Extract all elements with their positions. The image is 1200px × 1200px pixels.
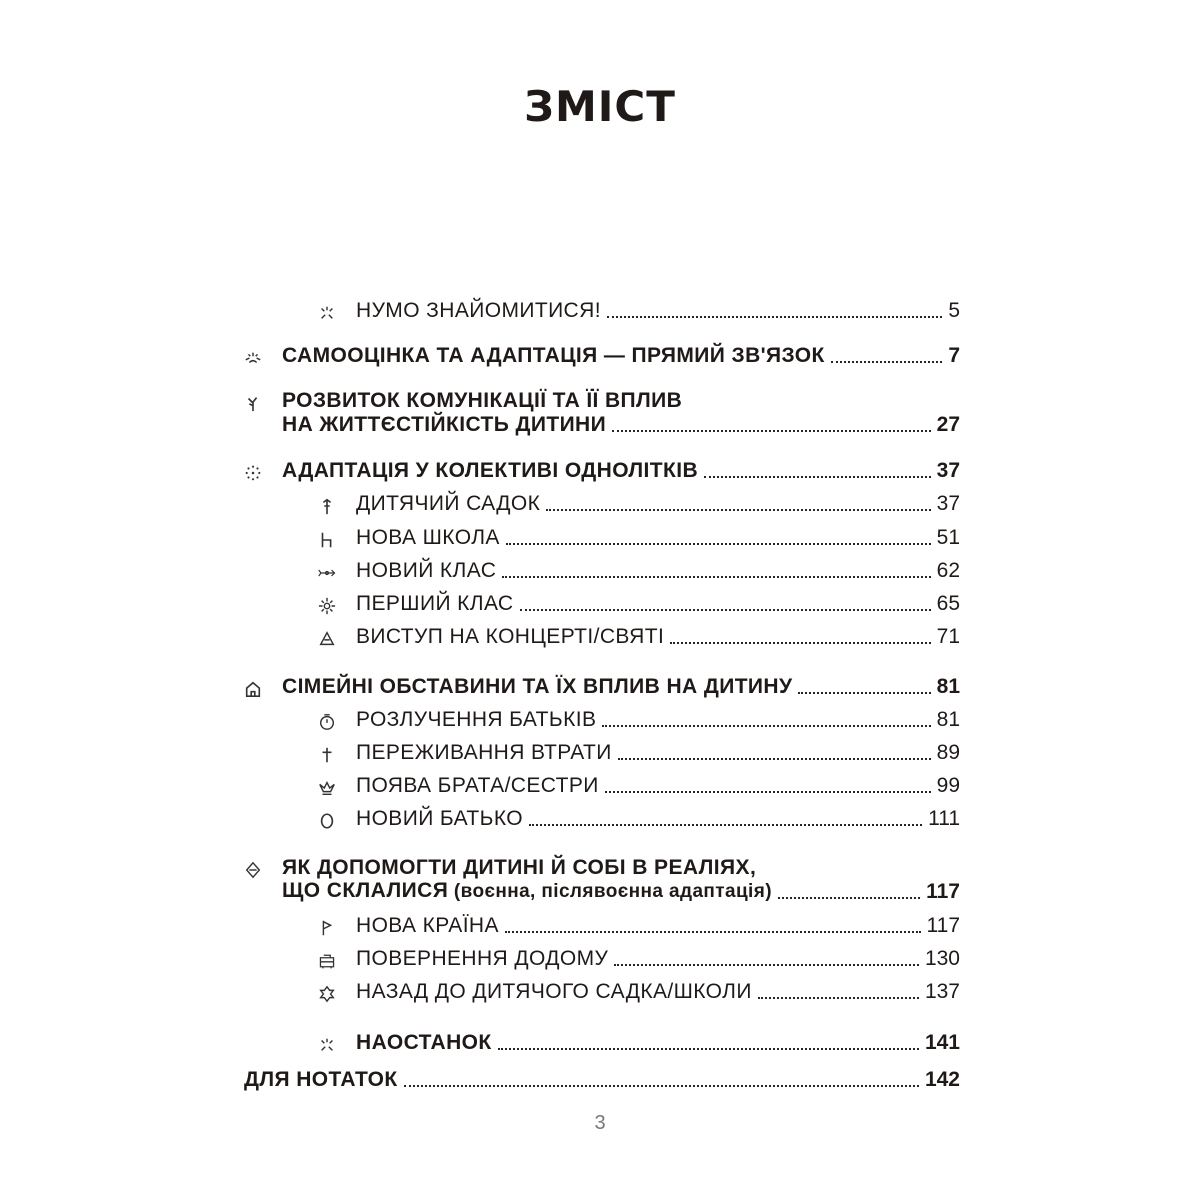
toc-entry-page: 65 [936, 592, 960, 615]
sofa-icon [314, 946, 340, 970]
toc-entry-page: 141 [924, 1031, 960, 1054]
toc-entry[interactable] [240, 587, 960, 617]
page-number: 3 [594, 1112, 606, 1134]
toc-entry[interactable] [240, 975, 960, 1005]
toc-entry[interactable] [240, 942, 960, 972]
toc-entry[interactable] [240, 454, 960, 484]
dot-leader [831, 361, 943, 363]
toc-entry-label: ДЛЯ НОТАТОК [244, 1068, 398, 1091]
toc-entry-page: 71 [936, 625, 960, 648]
crown-icon [314, 773, 340, 797]
toc-entry-label: НУМО ЗНАЙОМИТИСЯ! [356, 299, 601, 322]
toc-entry-label: НАОСТАНОК [356, 1031, 492, 1054]
toc-entry-label: СІМЕЙНІ ОБСТАВИНИ ТА ЇХ ВПЛИВ НА ДИТИНУ [282, 675, 793, 698]
toc-entry[interactable] [240, 703, 960, 733]
toc-entry-label: ДИТЯЧИЙ САДОК [356, 492, 541, 515]
toc-entry[interactable] [240, 294, 960, 324]
dotted-star-icon [240, 458, 266, 482]
toc-entry-label: ПЕРЕЖИВАННЯ ВТРАТИ [356, 741, 612, 764]
stage-icon [314, 624, 340, 648]
toc-entry-page: 99 [936, 774, 960, 797]
toc-entry-label: РОЗВИТОК КОМУНІКАЦІЇ ТА ЇЇ ВПЛИВ [282, 389, 683, 412]
sun-icon [314, 591, 340, 615]
dot-leader [404, 1085, 919, 1087]
dot-leader [520, 609, 931, 611]
toc-entry[interactable] [240, 1026, 960, 1056]
dot-leader [602, 725, 930, 727]
dot-leader [506, 543, 931, 545]
sun-face-icon [240, 343, 266, 367]
dot-leader [529, 824, 922, 826]
toc-entry-page: 137 [924, 980, 960, 1003]
dot-leader [505, 931, 921, 933]
dot-leader [704, 476, 931, 478]
toc-entry[interactable] [240, 620, 960, 650]
dot-leader [498, 1048, 919, 1050]
toc-entry-page: 81 [936, 675, 960, 698]
toc-entry-label-line2 [282, 878, 772, 905]
dot-leader [670, 642, 930, 644]
toc-entry-label: НОВИЙ КЛАС [356, 559, 497, 582]
toc-entry-page: 37 [936, 459, 960, 482]
toc-entry[interactable] [240, 487, 960, 517]
toc-entry-label-main: ЩО СКЛАЛИСЯ [282, 879, 449, 902]
toc-entry-label: САМООЦІНКА ТА АДАПТАЦІЯ — ПРЯМИЙ ЗВ'ЯЗОК [282, 344, 825, 367]
toc-entry-label: РОЗЛУЧЕННЯ БАТЬКІВ [356, 708, 597, 731]
flag-icon [314, 913, 340, 937]
toc-entry-label: ПЕРШИЙ КЛАС [356, 592, 514, 615]
dot-leader [618, 758, 931, 760]
toc-entry[interactable] [240, 670, 960, 700]
toc-entry-page: 117 [926, 880, 960, 903]
sparkle-icon [314, 1030, 340, 1054]
toc-entry-page: 117 [926, 914, 960, 937]
dot-leader [502, 576, 930, 578]
chair-icon [314, 525, 340, 549]
toc-entry-label: НОВА КРАЇНА [356, 914, 499, 937]
dot-leader [546, 509, 930, 511]
toc-entry-page: 81 [936, 708, 960, 731]
toc-entry-continued[interactable] [240, 875, 960, 905]
clock-icon [314, 707, 340, 731]
toc-entry-page: 142 [924, 1068, 960, 1091]
dot-leader [612, 430, 931, 432]
toc-entry-page: 130 [924, 947, 960, 970]
toc-entry[interactable] [240, 802, 960, 832]
toc-entry-page: 27 [936, 413, 960, 436]
toc-entry-page: 89 [936, 741, 960, 764]
toc-entry-page: 37 [936, 492, 960, 515]
dot-leader [798, 692, 930, 694]
toc-entry-label-note: (воєнна, післявоєнна адаптація) [448, 881, 772, 902]
toc-entry-continued[interactable] [240, 408, 960, 438]
toc-entry[interactable] [240, 736, 960, 766]
toc-entry-label-line2: НА ЖИТТЄСТІЙКІСТЬ ДИТИНИ [282, 413, 607, 436]
cross-icon [314, 740, 340, 764]
toc-entry-page: 111 [928, 807, 960, 830]
circle-icon [314, 806, 340, 830]
toc-entry-label: НОВИЙ БАТЬКО [356, 807, 523, 830]
toc-entry-label: НАЗАД ДО ДИТЯЧОГО САДКА/ШКОЛИ [356, 980, 752, 1003]
toc-entry[interactable] [240, 769, 960, 799]
page-title: ЗМІСТ [524, 82, 676, 131]
toc-entry-page: 51 [936, 526, 960, 549]
toc-entry-label: ЯК ДОПОМОГТИ ДИТИНІ Й СОБІ В РЕАЛІЯХ, [282, 856, 757, 879]
toc-entry-page: 62 [936, 559, 960, 582]
toc-entry-label: НОВА ШКОЛА [356, 526, 500, 549]
toc-entry[interactable] [240, 339, 960, 369]
puzzle-icon [314, 979, 340, 1003]
toc-entry[interactable] [240, 554, 960, 584]
toc-entry-label: ПОЯВА БРАТА/СЕСТРИ [356, 774, 599, 797]
house-icon [240, 674, 266, 698]
toc-entry-page: 7 [948, 344, 960, 367]
dot-leader [607, 316, 942, 318]
dot-leader [614, 964, 919, 966]
dot-leader [758, 997, 919, 999]
toc-entry-page: 5 [948, 299, 960, 322]
dot-leader [605, 791, 931, 793]
sparkle-icon [314, 298, 340, 322]
toc-entry[interactable] [240, 521, 960, 551]
toc-entry-label: ВИСТУП НА КОНЦЕРТІ/СВЯТІ [356, 625, 665, 648]
arrow-icon [314, 558, 340, 582]
toc-entry[interactable] [240, 909, 960, 939]
tree-icon [314, 491, 340, 515]
dot-leader [778, 897, 920, 899]
toc-entry[interactable] [240, 1063, 960, 1093]
toc-entry-label: ПОВЕРНЕННЯ ДОДОМУ [356, 947, 609, 970]
toc-entry-label: АДАПТАЦІЯ У КОЛЕКТИВІ ОДНОЛІТКІВ [282, 459, 699, 482]
